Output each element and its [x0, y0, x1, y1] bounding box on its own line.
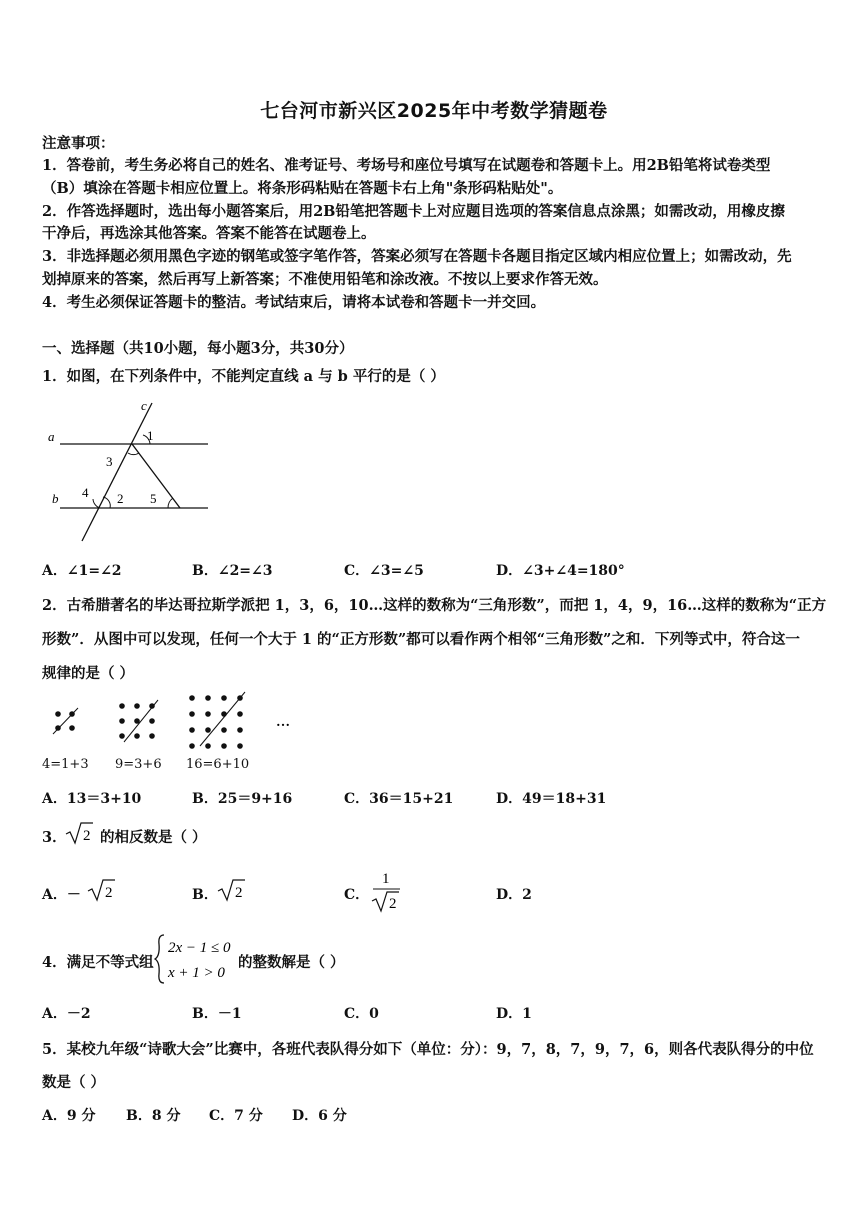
notice-heading: 注意事项：	[42, 135, 115, 152]
caption: 16=6+10	[186, 757, 250, 772]
label-a: a	[48, 429, 55, 444]
dots-3x3	[119, 700, 158, 742]
ellipsis: …	[276, 715, 290, 730]
notice-line: 3．非选择题必须用黑色字迹的钢笔或签字笔作答，答案必须写在答题卡各题目指定区域内相应位置上；如需改动，先	[42, 248, 792, 265]
question-2-stem: 形数”．从图中可以发现，任何一个大于 1 的“正方形数”都可以看作两个相邻“三角形数”之和．下列等式中，符合这一	[42, 631, 800, 648]
radicand: 2	[389, 896, 397, 912]
question-4-suffix: 的整数解是（ ）	[238, 954, 345, 971]
q3-option-c-fraction[interactable]	[370, 867, 402, 915]
dots-4x4	[189, 692, 245, 749]
q1-option-d[interactable]: D．∠3+∠4=180°	[496, 563, 625, 579]
q3-option-b-label[interactable]: B．	[192, 887, 218, 903]
q4-option-a[interactable]: A．－2	[42, 1006, 91, 1022]
question-3-stem: 的相反数是（ ）	[100, 829, 207, 846]
label-2: 2	[117, 491, 124, 506]
caption: 9=3+6	[115, 757, 162, 772]
angle-3-arc	[128, 453, 139, 455]
q3-option-a-label[interactable]: A．－	[42, 887, 81, 903]
q5-option-a[interactable]: A．9 分	[42, 1108, 96, 1124]
label-c: c	[141, 398, 147, 413]
radicand: 2	[235, 885, 243, 901]
dots-2x2	[53, 708, 78, 734]
inequality-1: 2x − 1 ≤ 0	[168, 940, 231, 956]
q2-option-a[interactable]: A．13＝3+10	[42, 791, 142, 807]
notice-line: 2．作答选择题时，选出每小题答案后，用2B铅笔把答题卡上对应题目选项的答案信息点涂黑；如需改动，用橡皮擦	[42, 203, 785, 220]
label-1: 1	[147, 428, 154, 443]
q1-option-b[interactable]: B．∠2=∠3	[192, 563, 273, 579]
label-3: 3	[106, 454, 113, 469]
radicand: 2	[105, 885, 113, 901]
q3-option-a-sqrt[interactable]	[86, 877, 116, 903]
label-b: b	[52, 491, 59, 506]
q2-option-d[interactable]: D．49＝18+31	[496, 791, 607, 807]
q1-option-c[interactable]: C．∠3=∠5	[344, 563, 424, 579]
inequality-2: x + 1 > 0	[168, 965, 225, 981]
notice-line: 4．考生必须保证答题卡的整洁。考试结束后，请将本试卷和答题卡一并交回。	[42, 294, 546, 311]
q2-option-b[interactable]: B．25＝9+16	[192, 791, 293, 807]
caption: 4=1+3	[42, 757, 89, 772]
q4-option-d[interactable]: D．1	[496, 1006, 532, 1022]
q4-option-c[interactable]: C．0	[344, 1006, 379, 1022]
square-numbers-figure	[40, 690, 300, 750]
numerator: 1	[382, 871, 390, 887]
angle-5-arc	[168, 498, 173, 508]
line-c	[82, 403, 152, 541]
question-2-stem: 规律的是（ ）	[42, 665, 135, 682]
label-4: 4	[82, 485, 89, 500]
notice-line: 1．答卷前，考生务必将自己的姓名、准考证号、考场号和座位号填写在试题卷和答题卡上。用2B铅笔将试卷类型	[42, 157, 771, 174]
q3-option-b-sqrt[interactable]	[216, 877, 246, 903]
q3-option-c-label[interactable]: C．	[344, 887, 370, 903]
question-4-prefix: 4．满足不等式组	[42, 954, 154, 971]
question-5-stem: 5．某校九年级“诗歌大会”比赛中，各班代表队得分如下（单位：分）：9，7，8，7，9，7，6，则各代表队得分的中位	[42, 1041, 814, 1058]
q1-option-a[interactable]: A．∠1=∠2	[42, 563, 122, 579]
parallel-lines-figure	[40, 393, 220, 548]
question-3-number: 3．	[42, 829, 67, 846]
label-5: 5	[150, 491, 157, 506]
question-5-stem: 数是（ ）	[42, 1074, 106, 1091]
radicand: 2	[83, 828, 91, 844]
section-heading: 一、选择题（共10小题，每小题3分，共30分）	[42, 340, 354, 357]
page-title: 七台河市新兴区2025年中考数学猜题卷	[260, 100, 608, 122]
q5-option-d[interactable]: D．6 分	[292, 1108, 347, 1124]
notice-line: （B）填涂在答题卡相应位置上。将条形码粘贴在答题卡右上角"条形码粘贴处"。	[42, 180, 563, 197]
left-brace	[155, 935, 164, 983]
question-1-stem: 1．如图，在下列条件中，不能判定直线 a 与 b 平行的是（ ）	[42, 368, 445, 385]
sqrt-symbol	[64, 820, 94, 846]
q5-option-c[interactable]: C．7 分	[209, 1108, 263, 1124]
q5-option-b[interactable]: B．8 分	[126, 1108, 181, 1124]
q2-option-c[interactable]: C．36＝15+21	[344, 791, 454, 807]
question-2-stem: 2．古希腊著名的毕达哥拉斯学派把 1，3，6，10…这样的数称为“三角形数”，而把 1，4，9，16…这样的数称为“正方	[42, 597, 827, 614]
notice-line: 干净后，再选涂其他答案。答案不能答在试题卷上。	[42, 225, 376, 242]
q3-option-d[interactable]: D．2	[496, 887, 532, 903]
inequality-system	[154, 932, 236, 986]
notice-line: 划掉原来的答案，然后再写上新答案；不准使用铅笔和涂改液。不按以上要求作答无效。	[42, 271, 608, 288]
q4-option-b[interactable]: B．－1	[192, 1006, 242, 1022]
